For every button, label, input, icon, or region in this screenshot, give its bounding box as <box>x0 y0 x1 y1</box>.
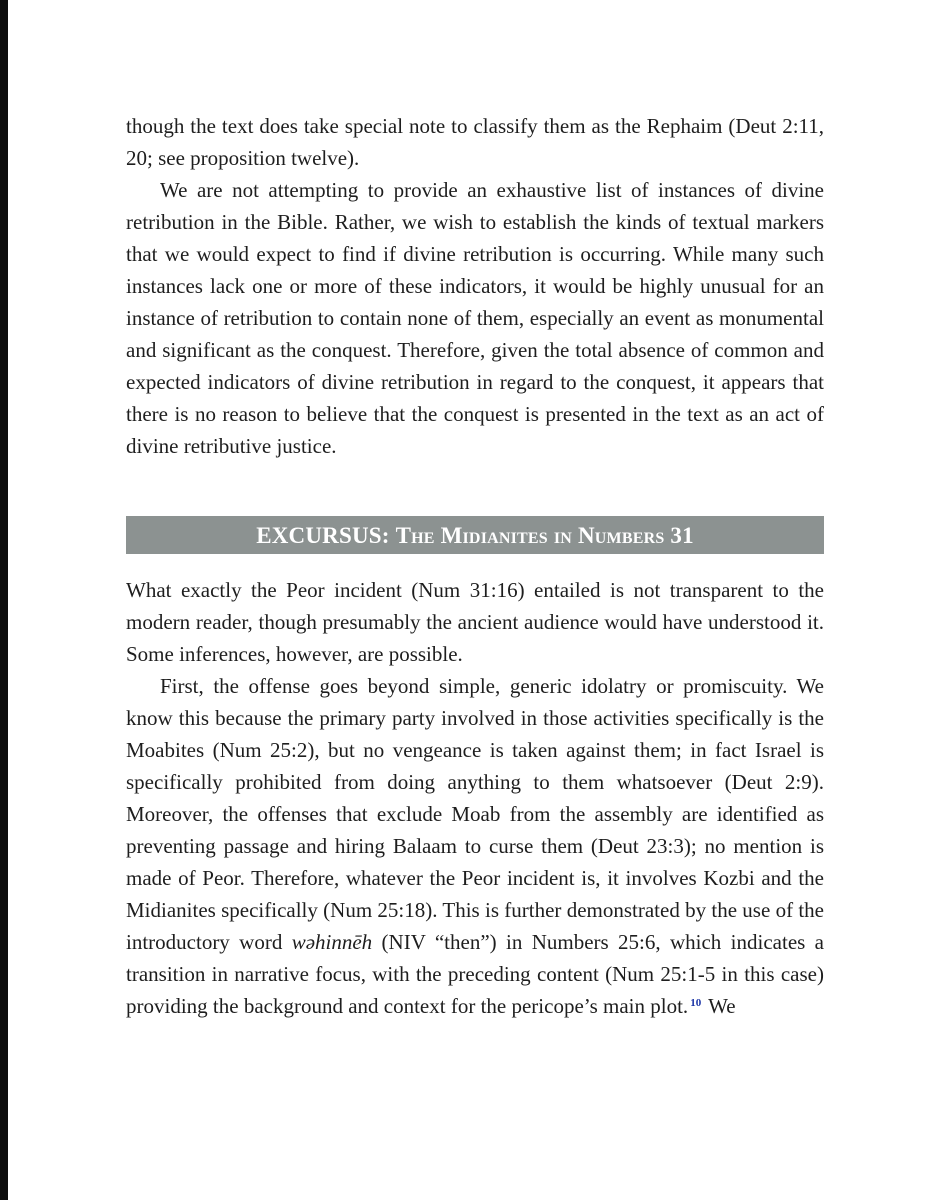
paragraph-divine-retribution: We are not attempting to provide an exhaustive list of instances of divine retribution in the Bible. Rather, we wish to establish the kinds of textual markers that we would expect to find if divine retribution is occurring. While many such instances lack one or more of these indicators, it would be highly unusual for an instance of retribution to contain none of them, especially an event as monumental and significant as the conquest. Therefore, given the total absence of common and expected indicators of divine retribution in regard to the conquest, it appears that there is no reason to believe that the conquest is presented in the text as an act of divine retributive justice. <box>126 178 824 458</box>
paragraph-offense-trailing: We <box>708 994 736 1018</box>
hebrew-term: wəhinnēh <box>291 930 373 954</box>
left-edge-bar <box>0 0 8 1200</box>
paragraph-offense <box>126 670 824 1022</box>
footnote-link[interactable]: 10 <box>690 997 702 1009</box>
paragraph-rephaim: though the text does take special note to classify them as the Rephaim (Deut 2:11, 20; see proposition twelve). <box>126 114 824 170</box>
book-page <box>126 110 824 1022</box>
excursus-heading <box>126 516 824 554</box>
paragraph-peor-incident: What exactly the Peor incident (Num 31:16) entailed is not transparent to the modern reader, though presumably the ancient audience would have understood it. Some inferences, however, are possible. <box>126 578 824 666</box>
excursus-title: The Midianites in Numbers 31 <box>395 523 694 548</box>
paragraph-offense-text-continued: (NIV “then”) in Numbers 25:6, which indicates a transition in narrative focus, with the preceding content (Num 25:1-5 in this case) providing the background and context for the pericope’s main plot. <box>126 930 824 1018</box>
paragraph-offense-text: First, the offense goes beyond simple, generic idolatry or promiscuity. We know this because the primary party involved in those activities specifically is the Moabites (Num 25:2), but no vengeance is taken against them; in fact Israel is specifically prohibited from doing anything to them whatsoever (Deut 2:9). Moreover, the offenses that exclude Moab from the assembly are identified as preventing passage and hiring Balaam to curse them (Deut 23:3); no mention is made of Peor. Therefore, whatever the Peor incident is, it involves Kozbi and the Midianites specifically (Num 25:18). This is further demonstrated by the use of the introductory word <box>126 674 824 954</box>
excursus-label: EXCURSUS: <box>256 523 390 548</box>
